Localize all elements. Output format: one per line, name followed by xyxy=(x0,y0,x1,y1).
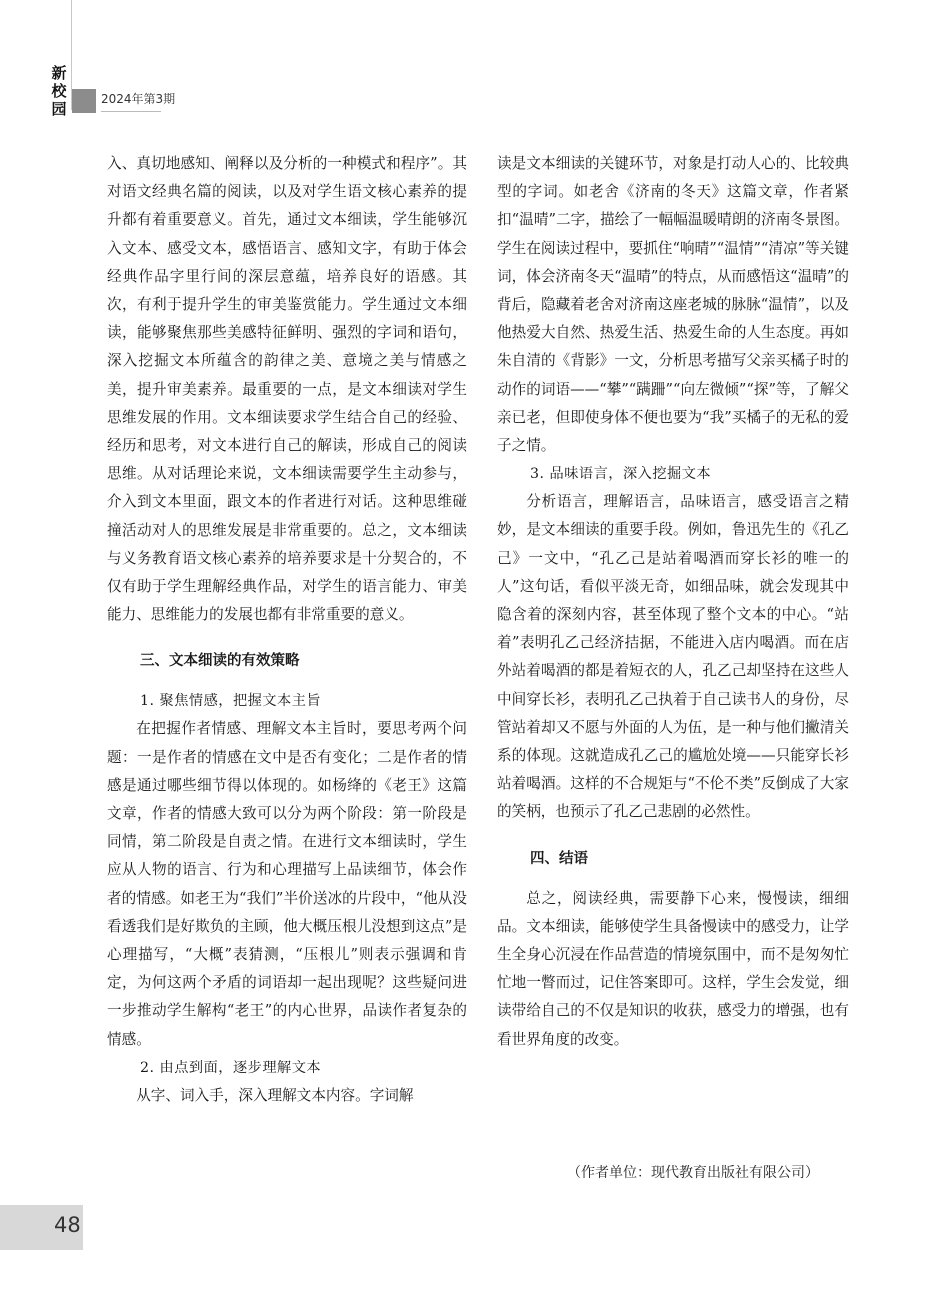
subheading-emotion: 1. 聚焦情感，把握文本主旨 xyxy=(140,693,322,710)
left-column xyxy=(107,150,467,1110)
issue-underline xyxy=(101,111,161,112)
journal-brand xyxy=(50,64,68,118)
language-paragraph: 分析语言，理解语言，品味语言，感受语言之精妙，是文本细读的重要手段。例如，鲁迅先生的《孔乙己》一文中，“孔乙己是站着喝酒而穿长衫的唯一的人”这句话，看似平淡无奇，如细品味，就会发现其中隐含着的深刻内容，甚至体现了整个文本的中心。“站着”表明孔乙己经济拮据，不能进入店内喝酒。而在店外站着喝酒的都是着短衣的人，孔乙己却坚持在这些人中间穿长衫，表明孔乙己执着于自己读书人的身份，尽管站着却又不愿与外面的人为伍，是一种与他们撇清关系的体现。这就造成孔乙己的尴尬处境——只能穿长衫站着喝酒。这样的不合规矩与“不伦不类”反倒成了大家的笑柄，也预示了孔乙己悲剧的必然性。 xyxy=(497,493,849,821)
page-number: 48 xyxy=(54,1213,81,1237)
section-heading-strategies: 三、文本细读的有效策略 xyxy=(140,653,300,670)
brand-char: 园 xyxy=(51,100,67,118)
issue-label: 2024年第3期 xyxy=(101,92,176,106)
right-column xyxy=(497,150,849,1054)
brand-char: 新 xyxy=(51,64,67,82)
point-to-surface-paragraph: 从字、词入手，深入理解文本内容。字词解 xyxy=(136,1086,414,1104)
intro-paragraph: 入、真切地感知、阐释以及分析的一种模式和程序”。其对语文经典名篇的阅读，以及对学生语文核心素养的提升都有着重要意义。首先，通过文本细读，学生能够沉入文本、感受文本，感悟语言、感知文字，有助于体会经典作品字里行间的深层意蕴，培养良好的语感。其次，有利于提升学生的审美鉴赏能力。学生通过文本细读，能够聚焦那些美感特征鲜明、强烈的字词和语句，深入挖掘文本所蕴含的韵律之美、意境之美与情感之美，提升审美素养。最重要的一点，是文本细读对学生思维发展的作用。文本细读要求学生结合自己的经验、经历和思考，对文本进行自己的解读，形成自己的阅读思维。从对话理论来说，文本细读需要学生主动参与，介入到文本里面，跟文本的作者进行对话。这种思维碰撞活动对人的思维发展是非常重要的。总之，文本细读与义务教育语文核心素养的培养要求是十分契合的，不仅有助于学生理解经典作品，对学生的语言能力、审美能力、思维能力的发展也都有非常重要的意义。 xyxy=(107,155,467,624)
brand-char: 校 xyxy=(51,82,67,100)
header-gray-square xyxy=(72,89,96,113)
emotion-paragraph: 在把握作者情感、理解文本主旨时，要思考两个问题：一是作者的情感在文中是否有变化；二是作者的情感是通过哪些细节得以体现的。如杨绛的《老王》这篇文章，作者的情感大致可以分为两个阶段：第一阶段是同情，第二阶段是自责之情。在进行文本细读时，学生应从人物的语言、行为和心理描写上品读细节，体会作者的情感。如老王为“我们”半价送冰的片段中，“他从没看透我们是好欺负的主顾，他大概压根儿没想到这点”是心理描写，“大概”表猜测，“压根儿”则表示强调和肯定，为何这两个矛盾的词语却一起出现呢？这些疑问进一步推动学生解构“老王”的内心世界，品读作者复杂的情感。 xyxy=(107,720,467,1048)
conclusion-paragraph: 总之，阅读经典，需要静下心来，慢慢读，细细品。文本细读，能够使学生具备慢读中的感受力，让学生全身心沉浸在作品营造的情境氛围中，而不是匆匆忙忙地一瞥而过，记住答案即可。这样，学生会发觉，细读带给自己的不仅是知识的收获，感受力的增强，也有看世界角度的改变。 xyxy=(497,889,849,1048)
author-affiliation: （作者单位：现代教育出版社有限公司） xyxy=(567,1165,819,1181)
subheading-language: 3. 品味语言，深入挖掘文本 xyxy=(530,466,712,483)
continued-paragraph: 读是文本细读的关键环节，对象是打动人心的、比较典型的字词。如老舍《济南的冬天》这篇文章，作者紧扣“温晴”二字，描绘了一幅幅温暖晴朗的济南冬景图。学生在阅读过程中，要抓住“响晴”“温情”“清凉”等关键词，体会济南冬天“温晴”的特点，从而感悟这“温晴”的背后，隐藏着老舍对济南这座老城的脉脉“温情”，以及他热爱大自然、热爱生活、热爱生命的人生态度。再如朱自清的《背影》一文，分析思考描写父亲买橘子时的动作的词语——“攀”“蹒跚”“向左微倾”“探”等，了解父亲已老，但即使身体不便也要为“我”买橘子的无私的爱子之情。 xyxy=(497,155,849,455)
section-heading-conclusion: 四、结语 xyxy=(530,850,588,867)
subheading-point-to-surface: 2. 由点到面，逐步理解文本 xyxy=(140,1059,322,1076)
